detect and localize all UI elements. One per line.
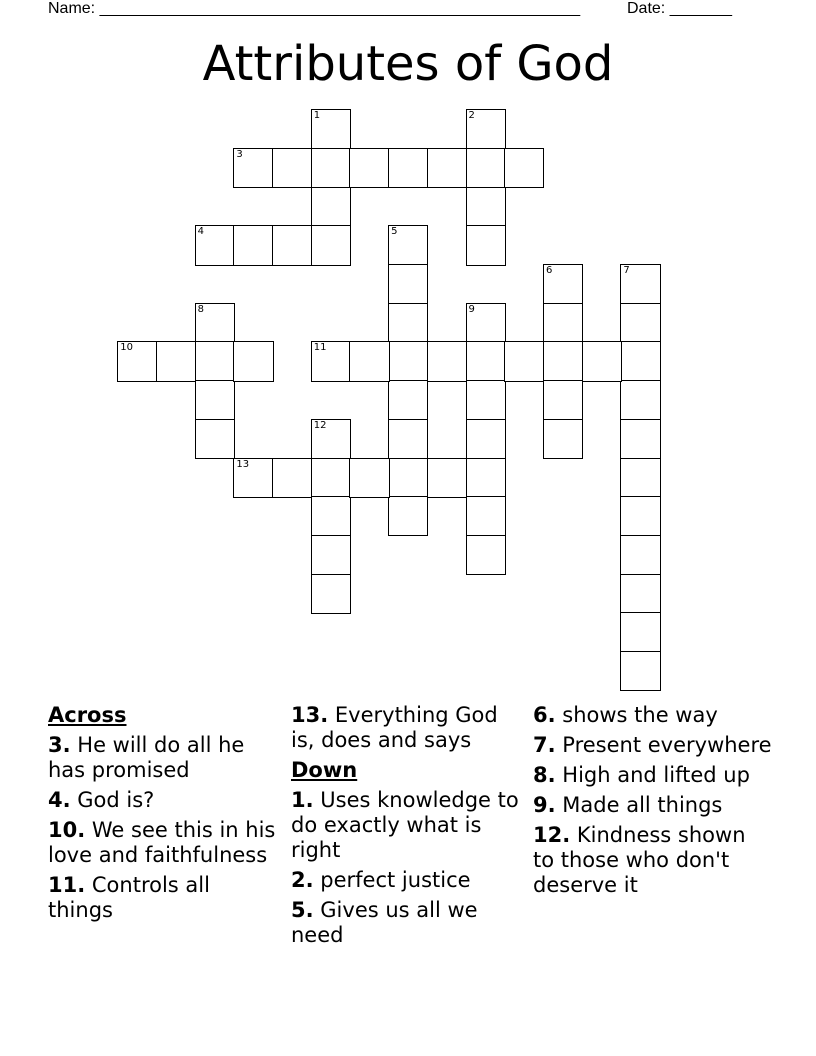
clue-number: 3. <box>48 733 71 757</box>
crossword-cell[interactable] <box>427 458 467 498</box>
clue-number: 13. <box>291 703 329 727</box>
crossword-cell[interactable] <box>466 419 506 459</box>
crossword-cell[interactable] <box>466 187 506 227</box>
clue-number: 6. <box>533 703 556 727</box>
clue-number-label: 3 <box>236 148 243 160</box>
crossword-cell[interactable] <box>388 303 428 343</box>
clue-number-label: 11 <box>313 342 327 354</box>
crossword-cell[interactable] <box>620 380 660 420</box>
crossword-cell[interactable] <box>543 380 583 420</box>
crossword-cell[interactable] <box>195 341 235 381</box>
clue-text: Controls all things <box>48 873 210 922</box>
crossword-cell[interactable] <box>466 303 506 343</box>
clue-text: Kindness shown to those who don't deserve it <box>533 823 746 897</box>
crossword-cell[interactable] <box>620 419 660 459</box>
clue-column-3 <box>533 703 773 903</box>
clue-text: Made all things <box>562 793 723 817</box>
crossword-cell[interactable] <box>311 109 351 149</box>
down-heading: Down <box>291 758 358 782</box>
clue-number-label: 12 <box>313 419 327 431</box>
crossword-cell[interactable] <box>466 225 506 265</box>
clue-across-10 <box>48 818 278 868</box>
crossword-cell[interactable] <box>620 612 660 652</box>
clue-text: We see this in his love and faithfulness <box>48 818 276 867</box>
clue-text: Present everywhere <box>562 733 772 757</box>
clue-across-11 <box>48 873 278 923</box>
crossword-cell[interactable] <box>620 341 660 381</box>
clue-text: perfect justice <box>320 868 471 892</box>
crossword-cell[interactable] <box>543 341 583 381</box>
clue-text: Gives us all we need <box>291 898 478 947</box>
crossword-cell[interactable] <box>156 341 196 381</box>
clue-down-5 <box>291 898 527 948</box>
clue-number: 9. <box>533 793 556 817</box>
page-title: Attributes of God <box>202 36 614 92</box>
clue-down-8 <box>533 763 773 788</box>
clue-down-12 <box>533 823 773 898</box>
clue-text: He will do all he has promised <box>48 733 245 782</box>
crossword-cell[interactable] <box>195 380 235 420</box>
crossword-cell[interactable] <box>582 341 622 381</box>
crossword-cell[interactable] <box>620 496 660 536</box>
clue-down-9 <box>533 793 773 818</box>
clue-text: shows the way <box>562 703 718 727</box>
crossword-cell[interactable] <box>543 264 583 304</box>
clue-text: Uses knowledge to do exactly what is right <box>291 788 519 862</box>
crossword-cell[interactable] <box>311 225 351 265</box>
crossword-cell[interactable] <box>427 148 467 188</box>
crossword-cell[interactable] <box>311 148 351 188</box>
crossword-cell[interactable] <box>349 148 389 188</box>
name-field-label: Name: ______________________________________________________ <box>48 0 581 17</box>
crossword-cell[interactable] <box>195 419 235 459</box>
crossword-cell[interactable] <box>466 380 506 420</box>
clue-down-7 <box>533 733 773 758</box>
crossword-cell[interactable] <box>466 341 506 381</box>
clue-text: Everything God is, does and says <box>291 703 498 752</box>
crossword-cell[interactable] <box>311 535 351 575</box>
crossword-cell[interactable] <box>466 458 506 498</box>
crossword-cell[interactable] <box>388 148 428 188</box>
crossword-cell[interactable] <box>233 225 273 265</box>
clue-number-label: 4 <box>197 226 205 238</box>
crossword-cell[interactable] <box>620 458 660 498</box>
crossword-cell[interactable] <box>311 574 351 614</box>
crossword-cell[interactable] <box>349 341 389 381</box>
clue-number-label: 7 <box>623 265 630 277</box>
clue-number: 10. <box>48 818 86 842</box>
clue-across-4 <box>48 788 278 813</box>
crossword-cell[interactable] <box>311 341 351 381</box>
crossword-cell[interactable] <box>466 148 506 188</box>
crossword-cell[interactable] <box>388 419 428 459</box>
crossword-cell[interactable] <box>311 496 351 536</box>
clue-across-3 <box>48 733 278 783</box>
crossword-cell[interactable] <box>620 651 660 691</box>
crossword-cell[interactable] <box>543 303 583 343</box>
across-heading: Across <box>48 703 127 727</box>
crossword-cell[interactable] <box>388 458 428 498</box>
clue-number: 11. <box>48 873 86 897</box>
crossword-cell[interactable] <box>543 419 583 459</box>
crossword-cell[interactable] <box>427 341 467 381</box>
clue-number: 7. <box>533 733 556 757</box>
crossword-cell[interactable] <box>388 225 428 265</box>
crossword-cell[interactable] <box>233 458 273 498</box>
crossword-cell[interactable] <box>388 341 428 381</box>
crossword-cell[interactable] <box>233 341 273 381</box>
clue-number-label: 5 <box>391 226 398 238</box>
clue-number-label: 13 <box>236 458 250 470</box>
crossword-cell[interactable] <box>466 109 506 149</box>
clue-number: 1. <box>291 788 314 812</box>
clue-text: God is? <box>77 788 155 812</box>
clue-number-label: 8 <box>197 303 205 315</box>
crossword-cell[interactable] <box>195 225 235 265</box>
crossword-cell[interactable] <box>466 496 506 536</box>
clue-down-2 <box>291 868 527 893</box>
crossword-cell[interactable] <box>311 458 351 498</box>
crossword-cell[interactable] <box>388 496 428 536</box>
clue-number-label: 10 <box>120 342 133 354</box>
clue-number: 5. <box>291 898 314 922</box>
crossword-cell[interactable] <box>272 148 312 188</box>
crossword-cell[interactable] <box>311 187 351 227</box>
clue-number-label: 1 <box>313 110 321 122</box>
crossword-cell[interactable] <box>466 535 506 575</box>
clue-number-label: 6 <box>545 265 553 277</box>
clue-column-2 <box>291 703 527 953</box>
crossword-cell[interactable] <box>388 264 428 304</box>
clue-number: 2. <box>291 868 314 892</box>
crossword-cell[interactable] <box>195 303 235 343</box>
crossword-cell[interactable] <box>272 225 312 265</box>
crossword-cell[interactable] <box>349 458 389 498</box>
crossword-cell[interactable] <box>504 341 544 381</box>
crossword-cell[interactable] <box>620 574 660 614</box>
crossword-cell[interactable] <box>388 380 428 420</box>
clue-down-6 <box>533 703 773 728</box>
clue-number: 12. <box>533 823 571 847</box>
crossword-cell[interactable] <box>272 458 312 498</box>
crossword-cell[interactable] <box>620 264 660 304</box>
crossword-cell[interactable] <box>620 535 660 575</box>
crossword-cell[interactable] <box>233 148 273 188</box>
date-field-label: Date: _______ <box>627 0 732 17</box>
crossword-cell[interactable] <box>311 419 351 459</box>
clue-number-label: 2 <box>468 110 475 122</box>
clue-across-13 <box>291 703 527 753</box>
clue-column-1 <box>48 703 278 928</box>
clue-number: 8. <box>533 763 556 787</box>
crossword-cell[interactable] <box>620 303 660 343</box>
clue-number-label: 9 <box>468 303 475 315</box>
crossword-cell[interactable] <box>504 148 544 188</box>
clue-number: 4. <box>48 788 71 812</box>
crossword-cell[interactable] <box>117 341 157 381</box>
clue-down-1 <box>291 788 527 863</box>
clue-text: High and lifted up <box>562 763 750 787</box>
